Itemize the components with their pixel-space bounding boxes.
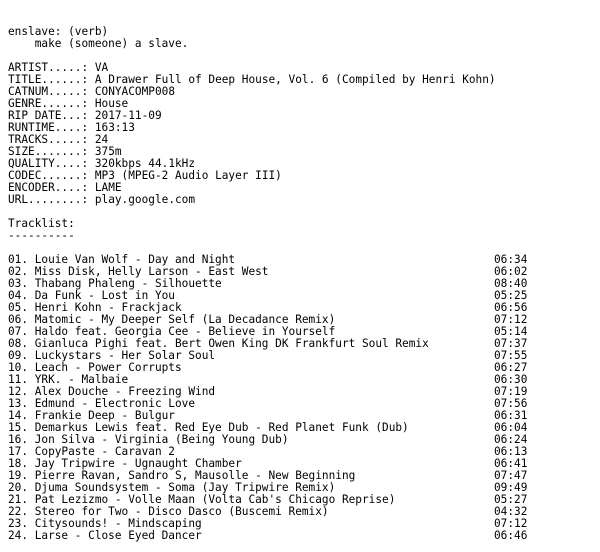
- spacer: [8, 50, 598, 62]
- info-value: 375m: [94, 146, 122, 158]
- tracklist: [8, 254, 598, 542]
- info-value: VA: [94, 62, 109, 74]
- info-value: 24: [94, 134, 109, 146]
- info-label: GENRE......:: [8, 98, 89, 110]
- track-duration: 06:24: [494, 434, 528, 446]
- track-duration: 07:47: [494, 470, 528, 482]
- track-title: 02. Miss Disk, Helly Larson - East West: [8, 266, 269, 278]
- nfo-document: [8, 26, 598, 542]
- track-duration: 05:14: [494, 326, 528, 338]
- info-label: CATNUM.....:: [8, 86, 89, 98]
- info-row: [8, 74, 598, 86]
- track-title: 08. Gianluca Pighi feat. Bert Owen King DK Frankfurt Soul Remix: [8, 338, 429, 350]
- track-row: [8, 386, 598, 398]
- track-duration: 07:56: [494, 398, 528, 410]
- info-row: [8, 182, 598, 194]
- track-duration: 07:55: [494, 350, 528, 362]
- track-row: [8, 290, 598, 302]
- info-value: House: [94, 98, 129, 110]
- track-title: 01. Louie Van Wolf - Day and Night: [8, 254, 236, 266]
- track-title: 14. Frankie Deep - Bulgur: [8, 410, 175, 422]
- info-value: MP3 (MPEG-2 Audio Layer III): [94, 170, 282, 182]
- track-title: 16. Jon Silva - Virginia (Being Young Dub): [8, 434, 289, 446]
- track-duration: 06:56: [494, 302, 528, 314]
- info-value: 320kbps 44.1kHz: [94, 158, 196, 170]
- track-row: [8, 458, 598, 470]
- release-info: [8, 62, 598, 206]
- definition-line: make (someone) a slave.: [8, 38, 189, 50]
- track-row: [8, 422, 598, 434]
- track-duration: 09:49: [494, 482, 528, 494]
- track-title: 13. Edmund - Electronic Love: [8, 398, 196, 410]
- info-row: [8, 86, 598, 98]
- tracklist-underline: ----------: [8, 230, 75, 242]
- track-duration: 06:41: [494, 458, 528, 470]
- track-title: 04. Da Funk - Lost in You: [8, 290, 175, 302]
- track-row: [8, 254, 598, 266]
- track-row: [8, 410, 598, 422]
- info-value: 163:13: [94, 122, 135, 134]
- track-title: 07. Haldo feat. Georgia Cee - Believe in Yourself: [8, 326, 336, 338]
- track-duration: 07:12: [494, 314, 528, 326]
- track-duration: 06:04: [494, 422, 528, 434]
- track-title: 18. Jay Tripwire - Ugnaught Chamber: [8, 458, 242, 470]
- info-label: ARTIST.....:: [8, 62, 89, 74]
- track-row: [8, 362, 598, 374]
- info-row: [8, 122, 598, 134]
- track-row: [8, 530, 598, 542]
- track-duration: 06:30: [494, 374, 528, 386]
- track-duration: 07:12: [494, 518, 528, 530]
- info-row: [8, 110, 598, 122]
- spacer: [8, 242, 598, 254]
- info-row: [8, 62, 598, 74]
- info-row: [8, 146, 598, 158]
- track-duration: 08:40: [494, 278, 528, 290]
- track-title: 22. Stereo for Two - Disco Dasco (Buscemi Remix): [8, 506, 329, 518]
- track-duration: 06:46: [494, 530, 528, 542]
- track-title: 11. YRK. - Malbaie: [8, 374, 129, 386]
- info-value: 2017-11-09: [94, 110, 162, 122]
- info-label: RIP DATE...:: [8, 110, 89, 122]
- info-value: LAME: [94, 182, 122, 194]
- track-row: [8, 374, 598, 386]
- track-row: [8, 314, 598, 326]
- track-row: [8, 506, 598, 518]
- track-row: [8, 482, 598, 494]
- track-row: [8, 326, 598, 338]
- track-row: [8, 338, 598, 350]
- track-title: 03. Thabang Phaleng - Silhouette: [8, 278, 222, 290]
- definition-line: enslave: (verb): [8, 26, 109, 38]
- info-label: QUALITY....:: [8, 158, 89, 170]
- track-duration: 04:32: [494, 506, 528, 518]
- info-row: [8, 170, 598, 182]
- track-title: 20. Djuma Soundsystem - Soma (Jay Tripwire Remix): [8, 482, 336, 494]
- track-row: [8, 350, 598, 362]
- track-row: [8, 302, 598, 314]
- track-title: 24. Larse - Close Eyed Dancer: [8, 530, 202, 542]
- info-label: SIZE.......:: [8, 146, 89, 158]
- info-label: CODEC......:: [8, 170, 89, 182]
- track-duration: 05:25: [494, 290, 528, 302]
- info-row: [8, 134, 598, 146]
- info-label: TRACKS.....:: [8, 134, 89, 146]
- info-row: [8, 194, 598, 206]
- tracklist-heading: Tracklist:: [8, 218, 75, 230]
- info-value: CONYACOMP008: [94, 86, 175, 98]
- track-title: 12. Alex Douche - Freezing Wind: [8, 386, 216, 398]
- info-value: A Drawer Full of Deep House, Vol. 6 (Compiled by Henri Kohn): [94, 74, 496, 86]
- track-row: [8, 470, 598, 482]
- track-title: 10. Leach - Power Corrupts: [8, 362, 182, 374]
- track-duration: 06:31: [494, 410, 528, 422]
- track-title: 17. CopyPaste - Caravan 2: [8, 446, 175, 458]
- track-title: 06. Matomic - My Deeper Self (La Decadance Remix): [8, 314, 336, 326]
- track-title: 19. Pierre Ravan, Sandro S, Mausolle - New Beginning: [8, 470, 356, 482]
- info-value: play.google.com: [94, 194, 196, 206]
- track-duration: 07:19: [494, 386, 528, 398]
- track-duration: 06:27: [494, 362, 528, 374]
- track-row: [8, 278, 598, 290]
- track-duration: 06:34: [494, 254, 528, 266]
- track-row: [8, 266, 598, 278]
- track-row: [8, 494, 598, 506]
- info-label: URL........:: [8, 194, 89, 206]
- track-duration: 06:02: [494, 266, 528, 278]
- info-label: TITLE......:: [8, 74, 89, 86]
- info-label: RUNTIME....:: [8, 122, 89, 134]
- track-title: 09. Luckystars - Her Solar Soul: [8, 350, 216, 362]
- track-title: 21. Pat Lezizmo - Volle Maan (Volta Cab's Chicago Reprise): [8, 494, 396, 506]
- track-duration: 06:13: [494, 446, 528, 458]
- track-row: [8, 446, 598, 458]
- track-row: [8, 518, 598, 530]
- track-title: 15. Demarkus Lewis feat. Red Eye Dub - Red Planet Funk (Dub): [8, 422, 409, 434]
- track-title: 05. Henri Kohn - Frackjack: [8, 302, 182, 314]
- track-row: [8, 434, 598, 446]
- info-row: [8, 158, 598, 170]
- track-duration: 07:37: [494, 338, 528, 350]
- track-duration: 05:27: [494, 494, 528, 506]
- info-label: ENCODER....:: [8, 182, 89, 194]
- track-row: [8, 398, 598, 410]
- spacer: [8, 206, 598, 218]
- track-title: 23. Citysounds! - Mindscaping: [8, 518, 202, 530]
- info-row: [8, 98, 598, 110]
